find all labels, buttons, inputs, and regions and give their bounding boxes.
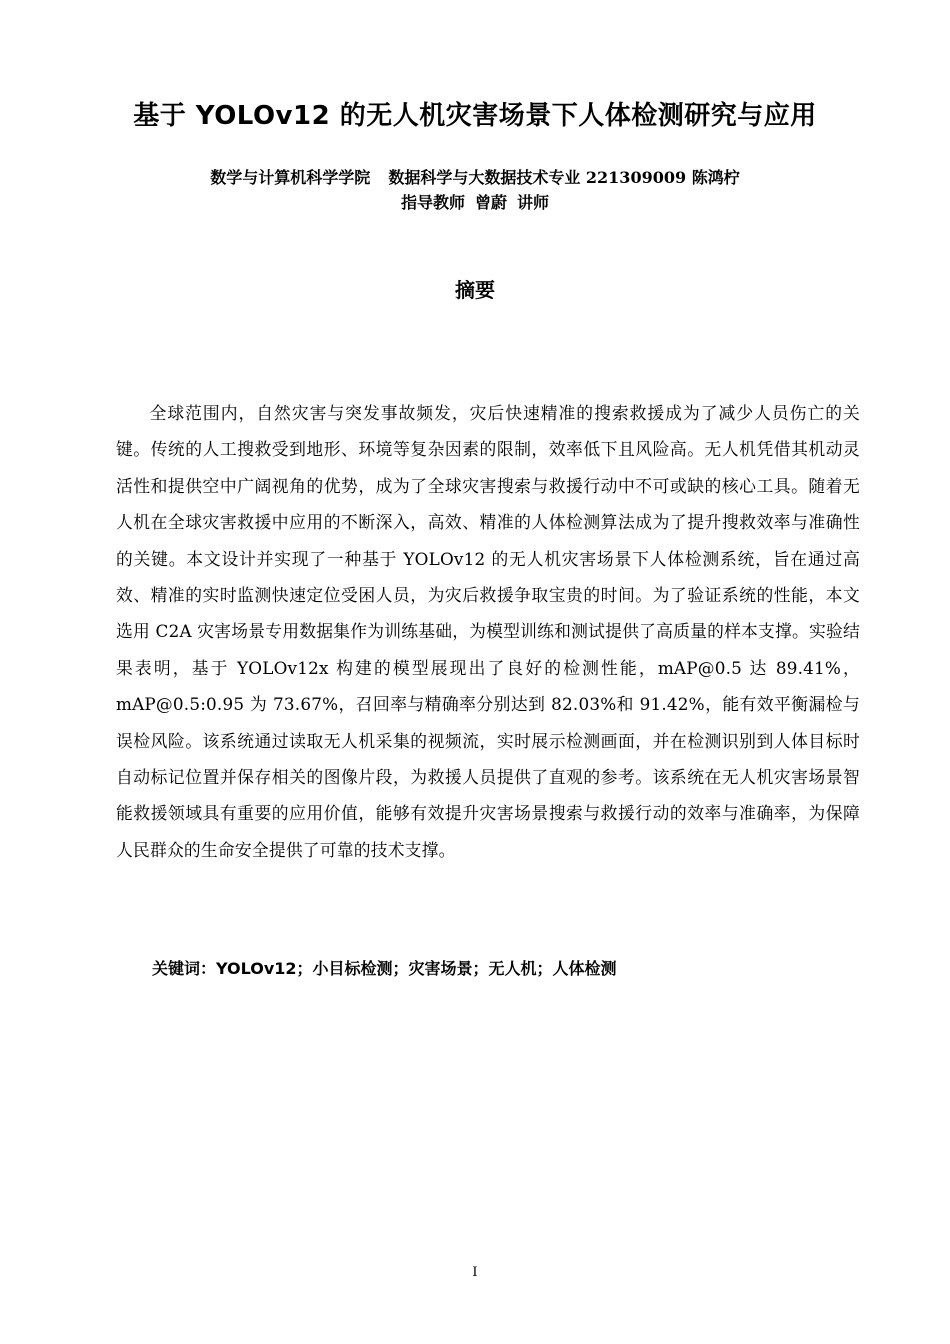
keywords-line: 关键词：YOLOv12；小目标检测；灾害场景；无人机；人体检测 <box>152 959 617 978</box>
advisor-name: 曾蔚 <box>474 193 507 212</box>
abstract-heading: 摘要 <box>455 278 495 302</box>
paper-title: 基于 YOLOv12 的无人机灾害场景下人体检测研究与应用 <box>133 101 817 131</box>
college-name: 数学与计算机科学学院 <box>210 168 371 187</box>
advisor-label: 指导教师 <box>400 193 465 212</box>
author-info-line <box>0 166 950 190</box>
abstract-paragraph: 全球范围内，自然灾害与突发事故频发，灾后快速精准的搜索救援成为了减少人员伤亡的关键。传统的人工搜救受到地形、环境等复杂因素的限制，效率低下且风险高。无人机凭借其机动灵活性和提供空中广阔视角的优势，成为了全球灾害搜索与救援行动中不可或缺的核心工具。随着无人机在全球灾害救援中应用的不断深入，高效、精准的人体检测算法成为了提升搜救效率与准确性的关键。本文设计并实现了一种基于 YOLOv12 的无人机灾害场景下人体检测系统，旨在通过高效、精准的实时监测快速定位受困人员，为灾后救援争取宝贵的时间。为了验证系统的性能，本文选用 C2A 灾害场景专用数据集作为训练基础，为模型训练和测试提供了高质量的样本支撑。实验结果表明，基于 YOLOv12x 构建的模型展现出了良好的检测性能，mAP@0.5 达 89.41%，mAP@0.5:0.95 为 73.67%，召回率与精确率分别达到 82.03%和 91.42%，能有效平衡漏检与误检风险。该系统通过读取无人机采集的视频流，实时展示检测画面，并在检测识别到人体目标时自动标记位置并保存相关的图像片段，为救援人员提供了直观的参考。该系统在无人机灾害场景智能救援领域具有重要的应用价值，能够有效提升灾害场景搜索与救援行动的效率与准确率，为保障人民群众的生命安全提供了可靠的技术支撑。 <box>116 403 860 860</box>
advisor-info-line <box>0 191 950 215</box>
student-id: 221309009 <box>585 168 687 187</box>
advisor-title: 讲师 <box>517 193 550 212</box>
page-number: I <box>472 1265 478 1280</box>
major-name: 数据科学与大数据技术专业 <box>388 168 581 187</box>
author-name: 陈鸿柠 <box>691 168 740 187</box>
